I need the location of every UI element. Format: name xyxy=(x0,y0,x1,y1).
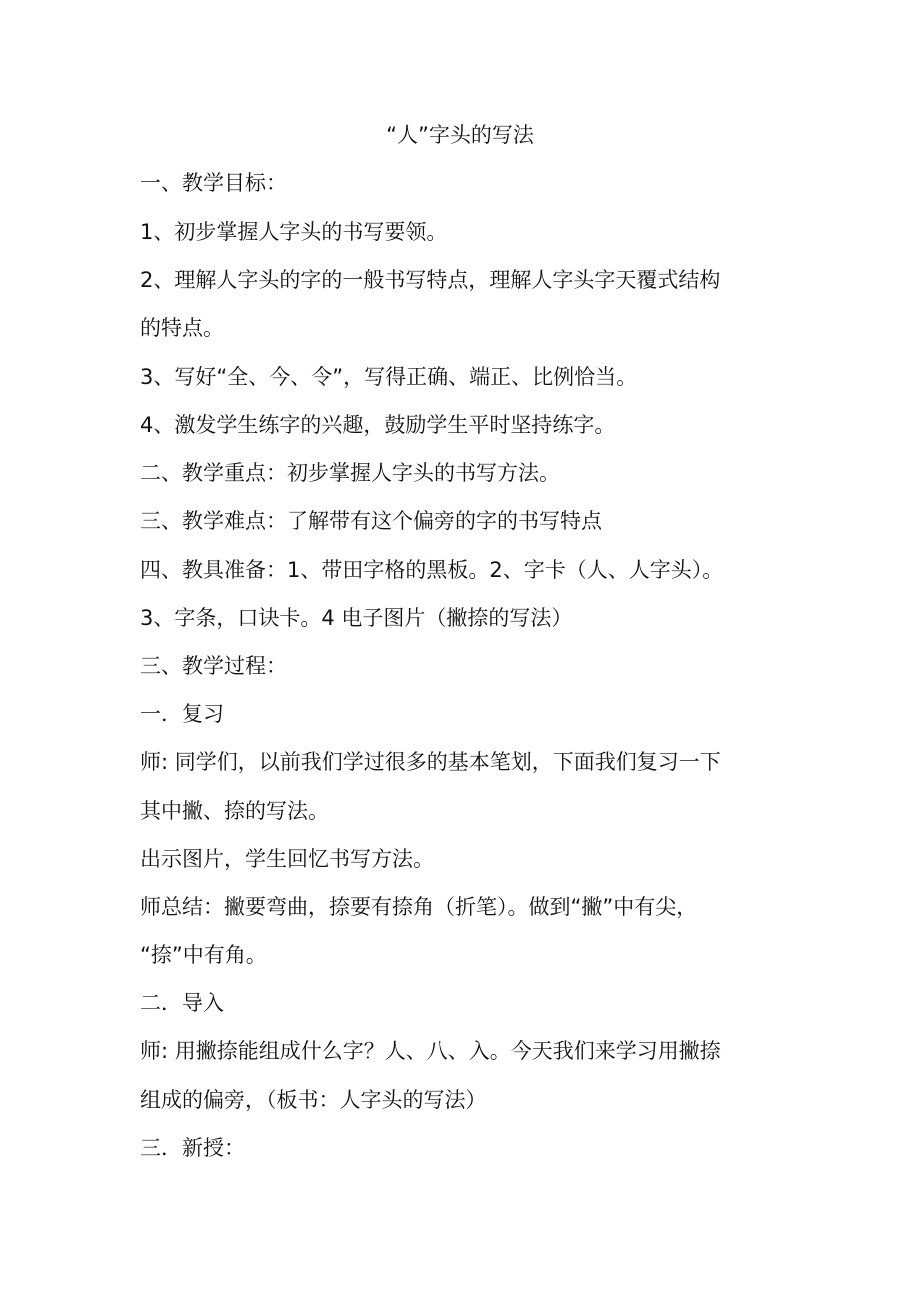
text-line: “捺”中有角。 xyxy=(140,943,267,967)
text-line: 3、写好“全、今、令”，写得正确、端正、比例恰当。 xyxy=(140,365,638,389)
text-line: 四、教具准备：1、带田字格的黑板。2、字卡（人、人字头）。 xyxy=(140,558,724,582)
text-line: 组成的偏旁，（板书：人字头的写法） xyxy=(140,1088,487,1112)
text-line: 出示图片，学生回忆书写方法。 xyxy=(140,847,434,871)
text-line: 2、理解人字头的字的一般书写特点，理解人字头字天覆式结构 xyxy=(140,268,721,292)
text-line: 师总结：撇要弯曲，捺要有捺角（折笔）。做到“撇”中有尖， xyxy=(140,895,698,919)
text-line: 一．复习 xyxy=(140,702,224,726)
text-line: 3、字条，口诀卡。4 电子图片（撇捺的写法） xyxy=(140,606,573,630)
text-line: 二．导入 xyxy=(140,991,224,1015)
text-line: 三、教学过程： xyxy=(140,654,287,678)
text-line: 三、教学难点：了解带有这个偏旁的字的书写特点 xyxy=(140,509,602,533)
text-line: 其中撇、捺的写法。 xyxy=(140,799,329,823)
text-line: 师: 同学们，以前我们学过很多的基本笔划，下面我们复习一下 xyxy=(140,750,721,774)
text-line: 一、教学目标： xyxy=(140,171,287,195)
text-line: 1、初步掌握人字头的书写要领。 xyxy=(140,220,448,244)
text-line: 的特点。 xyxy=(140,316,224,340)
text-line: 三．新授： xyxy=(140,1136,245,1160)
text-line: 二、教学重点：初步掌握人字头的书写方法。 xyxy=(140,461,560,485)
text-line: 师: 用撇捺能组成什么字？人、八、入。今天我们来学习用撇捺 xyxy=(140,1039,721,1063)
document-title: “人”字头的写法 xyxy=(386,123,534,147)
text-line: 4、激发学生练字的兴趣，鼓励学生平时坚持练字。 xyxy=(140,413,616,437)
